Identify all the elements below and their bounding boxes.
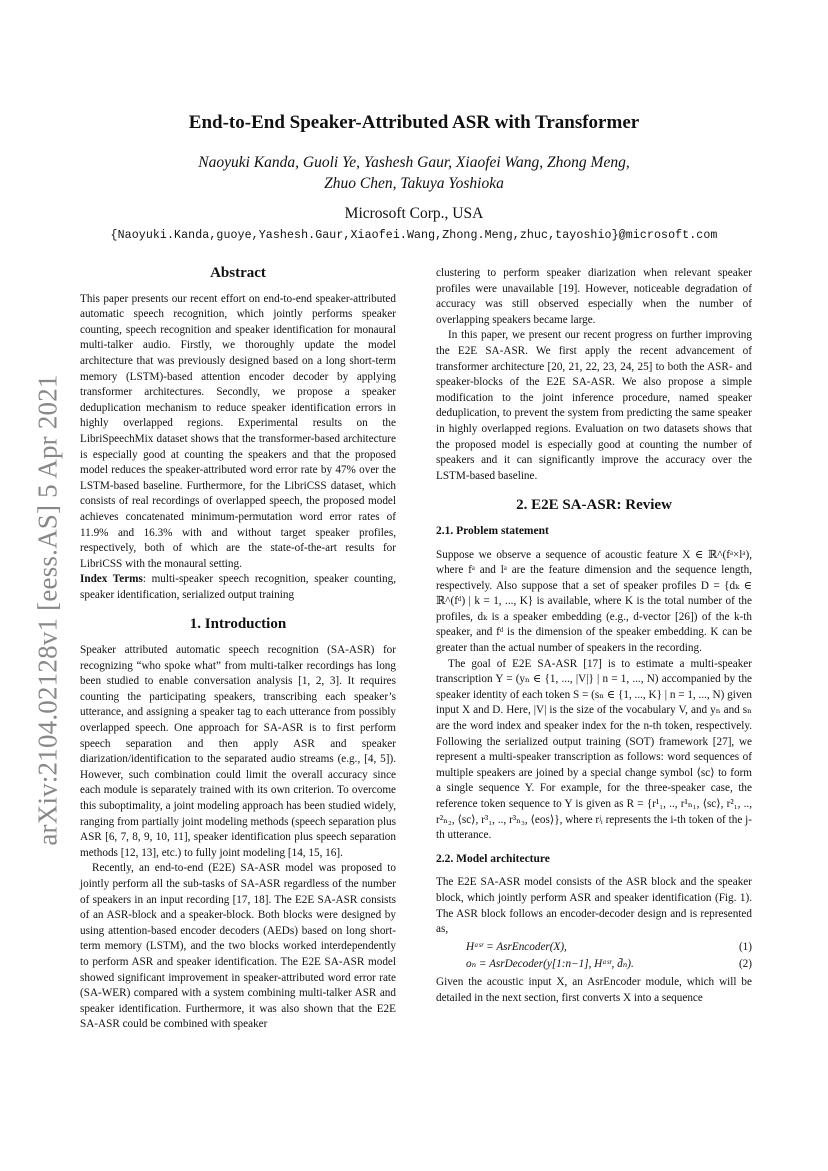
equation-2: [436, 957, 752, 973]
model-architecture-paragraph: The E2E SA-ASR model consists of the ASR block and the speaker block, which jointly perform ASR and speaker identification (Fig. 1). The ASR block follows an encoder-decoder design and is represented as,: [436, 876, 752, 936]
right-paragraph-1: In this paper, we present our recent progress on further improving the E2E SA-ASR. We first apply the recent advancement of transformer architecture [20, 21, 22, 23, 24, 25] to both the ASR- and speaker-blocks of the E2E SA-ASR. We also propose a simple modification to the joint inference procedure, named speaker deduplication, to prevent the system from predicting the same speaker in highly overlapped regions. Evaluation on two datasets shows that the proposed model is especially good at counting the number of speakers and it can significantly improve the accuracy over the LSTM-based baseline.: [436, 329, 752, 482]
intro-heading: 1. Introduction: [189, 616, 287, 633]
abstract-text: This paper presents our recent effort on end-to-end speaker-attributed automatic speech recognition, which jointly performs speaker counting, speech recognition and speaker identification for monaural multi-talker audio. Firstly, we thoroughly update the model architecture that was previously designed based on a long short-term memory (LSTM)-based attention encoder decoder by applying transformer architectures. Secondly, we propose a speaker deduplication mechanism to reduce speaker identification errors in highly overlapped regions. Experimental results on the LibriSpeechMix dataset shows that the transformer-based architecture is especially good at counting the speakers and that the proposed model reduces the speaker-attributed word error rate by 47% over the LSTM-based baseline. Furthermore, for the LibriCSS dataset, which consists of real recordings of overlapped speech, the proposed model achieves concatenated minimum-permutation word error rates of 11.9% and 16.3% with and without target speaker profiles, respectively, both of which are the state-of-the-art results for LibriCSS with the monaural setting.: [80, 292, 396, 570]
paper-title: End-to-End Speaker-Attributed ASR with Transformer: [188, 112, 640, 133]
equation-1-number: (1): [738, 940, 752, 953]
subsection-2-1-heading: 2.1. Problem statement: [436, 524, 549, 537]
arxiv-id: arXiv:2104.02128v1 [eess.AS] 5 Apr 2021: [32, 374, 63, 846]
equation-2-number: (2): [738, 958, 752, 971]
left-column: [80, 266, 396, 1033]
authors: [140, 152, 688, 194]
index-terms: [80, 572, 396, 603]
equation-2-body: oₙ = AsrDecoder(y[1:n−1], Hᵃˢʳ, d̄ₙ).: [466, 958, 634, 971]
abstract-heading: Abstract: [210, 265, 266, 281]
intro-paragraph-2: Recently, an end-to-end (E2E) SA-ASR model was proposed to jointly perform all the sub-tasks of SA-ASR regardless of the number of speakers in an input recording [17, 18]. The E2E SA-ASR consists of an ASR-block and a speaker-block. Both blocks were designed by using attention-based encoder decoders (AEDs) based on long short-term memory (LSTM), and the two blocks worked interdependently to perform ASR and speaker identification. The E2E SA-ASR model showed significant improvement in speaker-attributed word error rate (SA-WER) compared with a system combining multi-talker ASR and speaker identification. Furthermore, it was also shown that the E2E SA-ASR could be combined with speaker: [80, 862, 396, 1031]
equation-1: [436, 940, 752, 956]
problem-statement-paragraph-1: Suppose we observe a sequence of acoustic feature X ∈ ℝ^(fᵃ×lᵃ), where fᵃ and lᵃ are the feature dimension and the sequence length, respectively. Also suppose that a set of speaker profiles D = {dₖ ∈ ℝ^(fᵈ) | k = 1, ..., K} is available, where K is the total number of the profiles, dₖ is a speaker embedding (e.g., d-vector [26]) of the k-th speaker, and fᵈ is the dimension of the speaker embedding. K can be greater than the actual number of speakers in the recording.: [436, 548, 752, 655]
right-column: [436, 266, 752, 1006]
equation-1-body: Hᵃˢʳ = AsrEncoder(X),: [466, 940, 567, 953]
email-line: {Naoyuki.Kanda,guoye,Yashesh.Gaur,Xiaofei.Wang,Zhong.Meng,zhuc,tayoshio}@microsoft.com: [110, 229, 718, 242]
index-terms-label: Index Terms: [80, 573, 143, 586]
right-paragraph-0: clustering to perform speaker diarization when relevant speaker profiles were unavailable [19]. However, noticeable degradation of accuracy was still observed especially when the number of overlapping speakers became large.: [436, 267, 752, 326]
intro-paragraph-1: Speaker attributed automatic speech recognition (SA-ASR) for recognizing “who spoke what” from multi-talker recordings has long been studied to enable conversation analysis [1, 2, 3]. It requires counting the participating speakers, transcribing each speaker’s utterance, and assigning a speaker tag to each utterance from possibly overlapped speech. One approach for SA-ASR is to first perform speech separation and then apply ASR and speaker diarization/identification to the separated audio streams (e.g., [4, 5]). However, such combination could limit the overall accuracy since each module is separately trained with its own criterion. To overcome this suboptimality, a joint modeling approach has been studied widely, ranging from partially joint modeling methods (speech separation plus ASR [6, 7, 8, 9, 10, 11], speaker identification plus speech separation methods [12, 13], etc.) to fully joint modeling [14, 15, 16].: [80, 644, 396, 859]
subsection-2-2-heading: 2.2. Model architecture: [436, 852, 550, 865]
affiliation: Microsoft Corp., USA: [344, 205, 484, 222]
authors-line-1: Naoyuki Kanda, Guoli Ye, Yashesh Gaur, Xiaofei Wang, Zhong Meng,: [198, 154, 630, 171]
index-terms-text: : multi-speaker speech recognition, speaker counting, speaker identification, serialized output training: [80, 573, 396, 601]
authors-line-2: Zhuo Chen, Takuya Yoshioka: [324, 175, 504, 192]
problem-statement-paragraph-2: The goal of E2E SA-ASR [17] is to estimate a multi-speaker transcription Y = (yₙ ∈ {1, ..., |V|} | n = 1, ..., N) accompanied by the speaker identity of each token S = (sₙ ∈ {1, ..., K} | n = 1, ..., N) given input X and D. Here, |V| is the size of the vocabulary V, and yₙ and sₙ are the word index and speaker index for the n-th token, respectively. Following the serialized output training (SOT) framework [27], we represent a multi-speaker transcription as follows: word sequences of multiple speakers are joined by a special change symbol ⟨sc⟩ to form a single sequence Y. For example, for the three-speaker case, the reference token sequence to Y is given as R = {r¹₁, .., r¹ₙ₁, ⟨sc⟩, r²₁, .., r²ₙ₂, ⟨sc⟩, r³₁, .., r³ₙ₃, ⟨eos⟩}, where rʲᵢ represents the i-th token of the j-th utterance.: [436, 657, 752, 842]
section-2-heading: 2. E2E SA-ASR: Review: [516, 497, 672, 514]
model-architecture-paragraph-2: Given the acoustic input X, an AsrEncoder module, which will be detailed in the next section, first converts X into a sequence: [436, 975, 752, 1004]
arxiv-side-label: [30, 360, 66, 860]
